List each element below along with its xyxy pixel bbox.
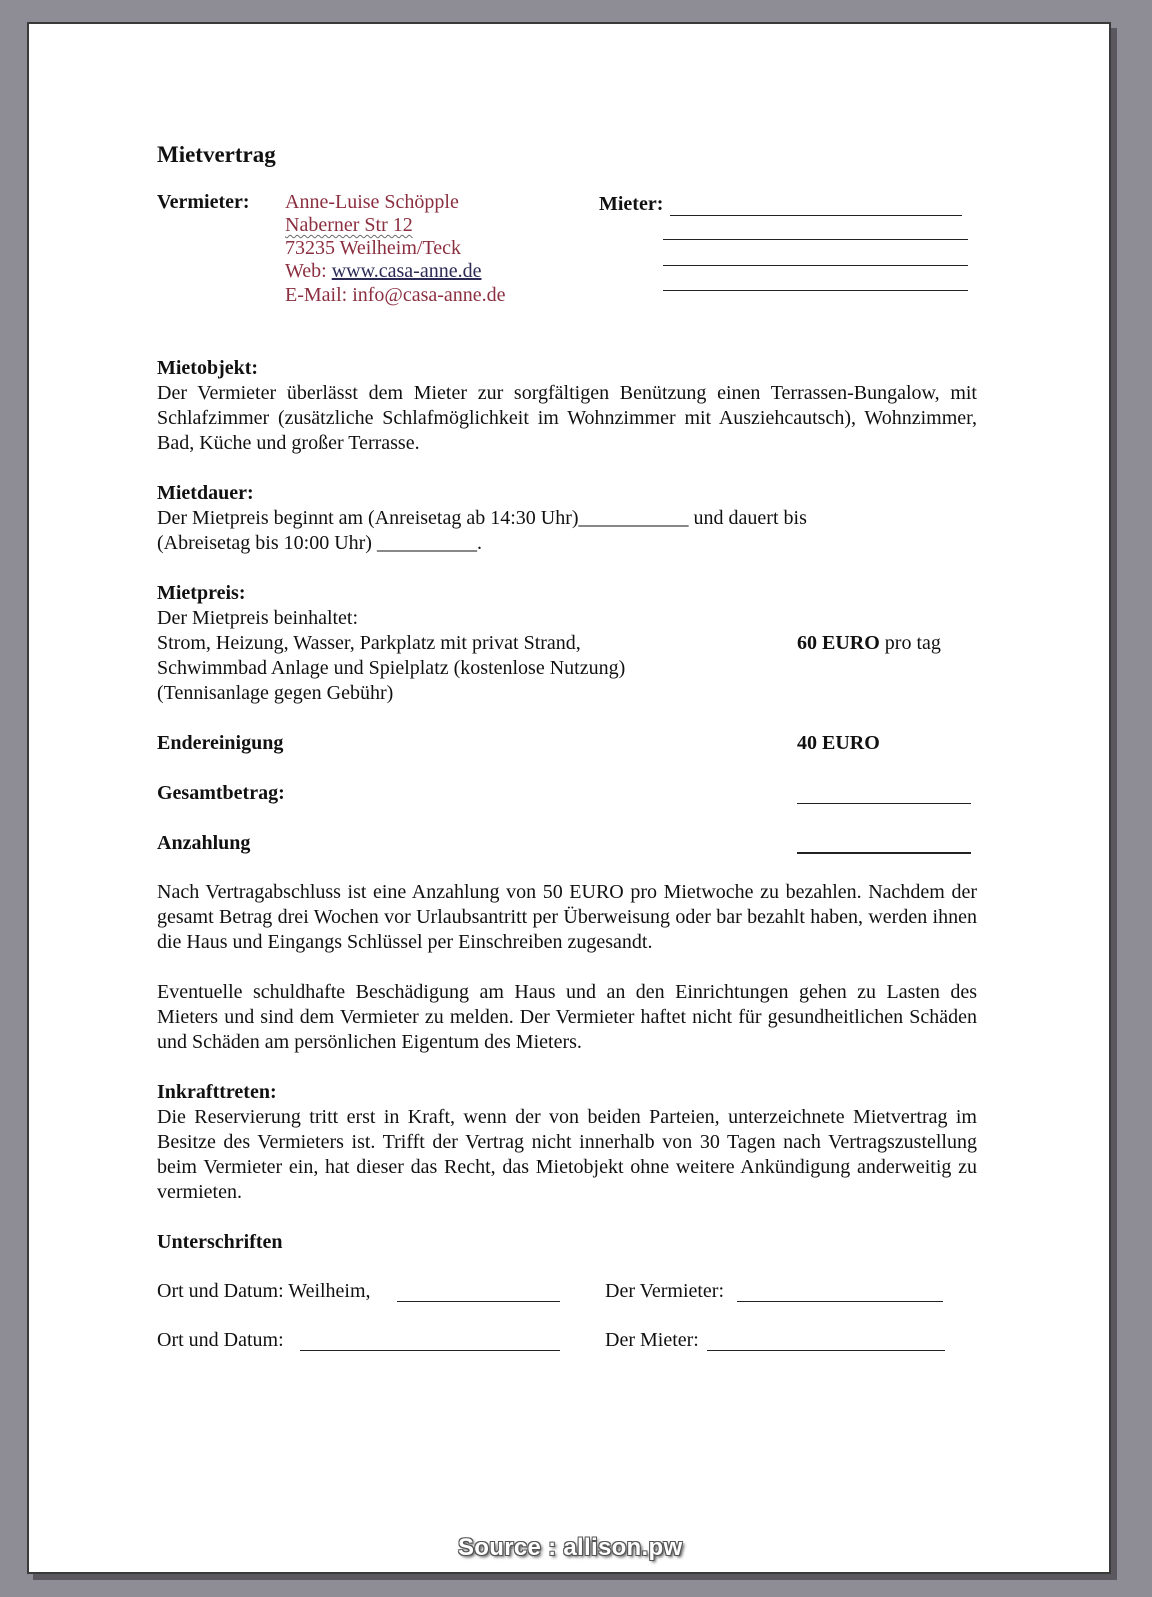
signature-line-place-1 bbox=[397, 1301, 560, 1302]
price-amount: 60 EURO bbox=[797, 632, 880, 654]
schaeden-text: Eventuelle schuldhafte Beschädigung am Haus und an den Einrichtungen gehen zu Lasten des Mieters und sind dem Vermieter zu melden. Der Vermieter haftet nicht für gesundheitlichen Schäden und Schäden am persönlichen Eigentum des Mieters. bbox=[157, 981, 977, 1053]
gesamtbetrag-line bbox=[797, 803, 971, 804]
mietpreis-heading: Mietpreis: bbox=[157, 582, 246, 604]
gesamtbetrag-label: Gesamtbetrag: bbox=[157, 782, 285, 804]
price-unit: pro tag bbox=[879, 632, 941, 654]
landlord-street: Naberner Str 12 bbox=[285, 214, 413, 236]
landlord-name: Anne-Luise Schöpple bbox=[285, 191, 459, 213]
signature-place-date-2: Ort und Datum: bbox=[157, 1329, 284, 1351]
signature-landlord-label: Der Vermieter: bbox=[605, 1280, 725, 1302]
mietobjekt-text: Der Vermieter überlässt dem Mieter zur sorgfältigen Benützung einen Terrassen-Bungalow, mit Schlafzimmer (zusätzliche Schlafmöglichkeit im Wohnzimmer mit Ausziehcautsch), Wohnzimmer, Bad, Küche und großer Terrasse. bbox=[157, 382, 977, 454]
inkrafttreten-text: Die Reservierung tritt erst in Kraft, wenn der von beiden Parteien, unterzeichnete Mietvertrag im Besitze des Vermieters ist. Trifft der Vertrag nicht innerhalb von 30 Tagen nach Vertragszustellung beim Vermieter ein, hat dieser das Recht, das Mietobjekt ohne weitere Ankündigung anderweitig zu vermieten. bbox=[157, 1106, 977, 1203]
signature-line-landlord bbox=[737, 1301, 943, 1302]
signature-tenant-label: Der Mieter: bbox=[605, 1329, 699, 1351]
unterschriften-heading: Unterschriften bbox=[157, 1231, 283, 1253]
tenant-line-2 bbox=[663, 239, 968, 240]
mietdauer-heading: Mietdauer: bbox=[157, 482, 254, 504]
signature-place-date-1: Ort und Datum: Weilheim, bbox=[157, 1280, 371, 1302]
landlord-web-label: Web: bbox=[285, 260, 332, 282]
anzahlung-label: Anzahlung bbox=[157, 832, 251, 854]
mietdauer-line-1: Der Mietpreis beginnt am (Anreisetag ab 14:30 Uhr)___________ und dauert bis bbox=[157, 507, 807, 529]
mietpreis-line-3: Schwimmbad Anlage und Spielplatz (kostenlose Nutzung) bbox=[157, 657, 626, 679]
anzahlung-text: Nach Vertragabschluss ist eine Anzahlung von 50 EURO pro Mietwoche zu bezahlen. Nachdem der gesamt Betrag drei Wochen vor Urlaubsantritt per Überweisung oder bar bezahlt haben, werden ihnen die Haus und Eingangs Schlüssel per Einschreiben zugesandt. bbox=[157, 881, 977, 953]
mietpreis-line-4: (Tennisanlage gegen Gebühr) bbox=[157, 682, 394, 704]
landlord-web-link[interactable]: www.casa-anne.de bbox=[331, 260, 482, 282]
document-page bbox=[27, 22, 1111, 1574]
mietpreis-line-1: Der Mietpreis beinhaltet: bbox=[157, 607, 359, 629]
landlord-label: Vermieter: bbox=[157, 191, 250, 213]
signature-line-tenant bbox=[707, 1350, 945, 1351]
landlord-city: 73235 Weilheim/Teck bbox=[285, 237, 462, 259]
source-watermark: Source : allison.pw bbox=[458, 1534, 683, 1561]
tenant-line-4 bbox=[663, 290, 968, 291]
mietpreis-price bbox=[797, 631, 941, 656]
mietdauer-line-2: (Abreisetag bis 10:00 Uhr) __________. bbox=[157, 532, 482, 554]
signature-line-place-2 bbox=[300, 1350, 560, 1351]
mietpreis-line-2: Strom, Heizung, Wasser, Parkplatz mit privat Strand, bbox=[157, 632, 581, 654]
endreinigung-label: Endereinigung bbox=[157, 732, 284, 754]
tenant-line-1 bbox=[670, 215, 962, 216]
tenant-label: Mieter: bbox=[599, 193, 664, 215]
mietobjekt-heading: Mietobjekt: bbox=[157, 357, 259, 379]
tenant-line-3 bbox=[663, 265, 968, 266]
anzahlung-line bbox=[797, 852, 971, 854]
landlord-web bbox=[285, 259, 481, 284]
landlord-email: E-Mail: info@casa-anne.de bbox=[285, 284, 506, 306]
document-title: Mietvertrag bbox=[157, 142, 276, 167]
endreinigung-amount: 40 EURO bbox=[797, 732, 880, 754]
inkrafttreten-heading: Inkrafttreten: bbox=[157, 1081, 277, 1103]
